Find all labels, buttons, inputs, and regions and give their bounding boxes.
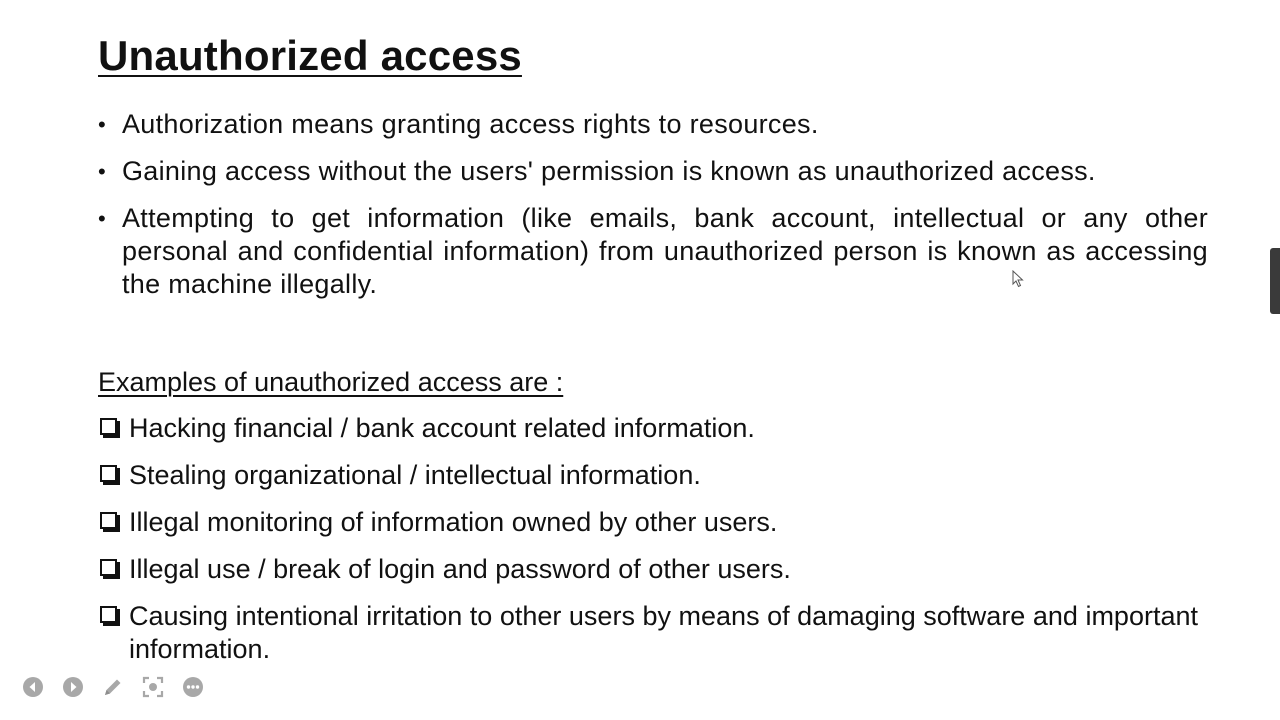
bullet-list (98, 108, 1208, 315)
examples-list (98, 412, 1198, 680)
example-text: Hacking financial / bank account related information. (129, 413, 755, 443)
checkbox-bullet-icon (100, 559, 117, 576)
next-slide-button[interactable] (62, 676, 84, 698)
example-text: Causing intentional irritation to other users by means of damaging software and important information. (129, 601, 1198, 664)
bullet-item (98, 202, 1208, 301)
bullet-text: Attempting to get information (like emails, bank account, intellectual or any other personal and confidential information) from unauthorized person is known as accessing the machine illegally. (122, 203, 1208, 299)
more-options-icon (182, 676, 204, 698)
slideshow-controls (22, 675, 204, 699)
bullet-dot-icon: • (98, 112, 107, 137)
example-text: Illegal monitoring of information owned by other users. (129, 507, 778, 537)
checkbox-bullet-icon (100, 606, 117, 623)
example-text: Illegal use / break of login and password of other users. (129, 554, 791, 584)
more-options-button[interactable] (182, 676, 204, 698)
zoom-icon (142, 676, 164, 698)
example-item (98, 459, 1198, 492)
bullet-dot-icon: • (98, 206, 107, 231)
bullet-text: Authorization means granting access rights to resources. (122, 109, 819, 139)
example-item (98, 506, 1198, 539)
bullet-dot-icon: • (98, 159, 107, 184)
examples-heading: Examples of unauthorized access are : (98, 367, 564, 397)
bullet-item (98, 155, 1208, 188)
mouse-pointer-icon (1012, 270, 1024, 288)
bullet-item (98, 108, 1208, 141)
side-panel-handle[interactable] (1270, 248, 1280, 314)
example-item (98, 600, 1198, 666)
bullet-text: Gaining access without the users' permission is known as unauthorized access. (122, 156, 1096, 186)
example-text: Stealing organizational / intellectual information. (129, 460, 701, 490)
example-item (98, 412, 1198, 445)
slide-title: Unauthorized access (98, 32, 522, 79)
previous-slide-button[interactable] (22, 676, 44, 698)
pen-icon (102, 676, 124, 698)
next-slide-icon (62, 676, 84, 698)
pen-button[interactable] (102, 676, 124, 698)
example-item (98, 553, 1198, 586)
checkbox-bullet-icon (100, 465, 117, 482)
previous-slide-icon (22, 676, 44, 698)
checkbox-bullet-icon (100, 512, 117, 529)
checkbox-bullet-icon (100, 418, 117, 435)
zoom-button[interactable] (142, 676, 164, 698)
